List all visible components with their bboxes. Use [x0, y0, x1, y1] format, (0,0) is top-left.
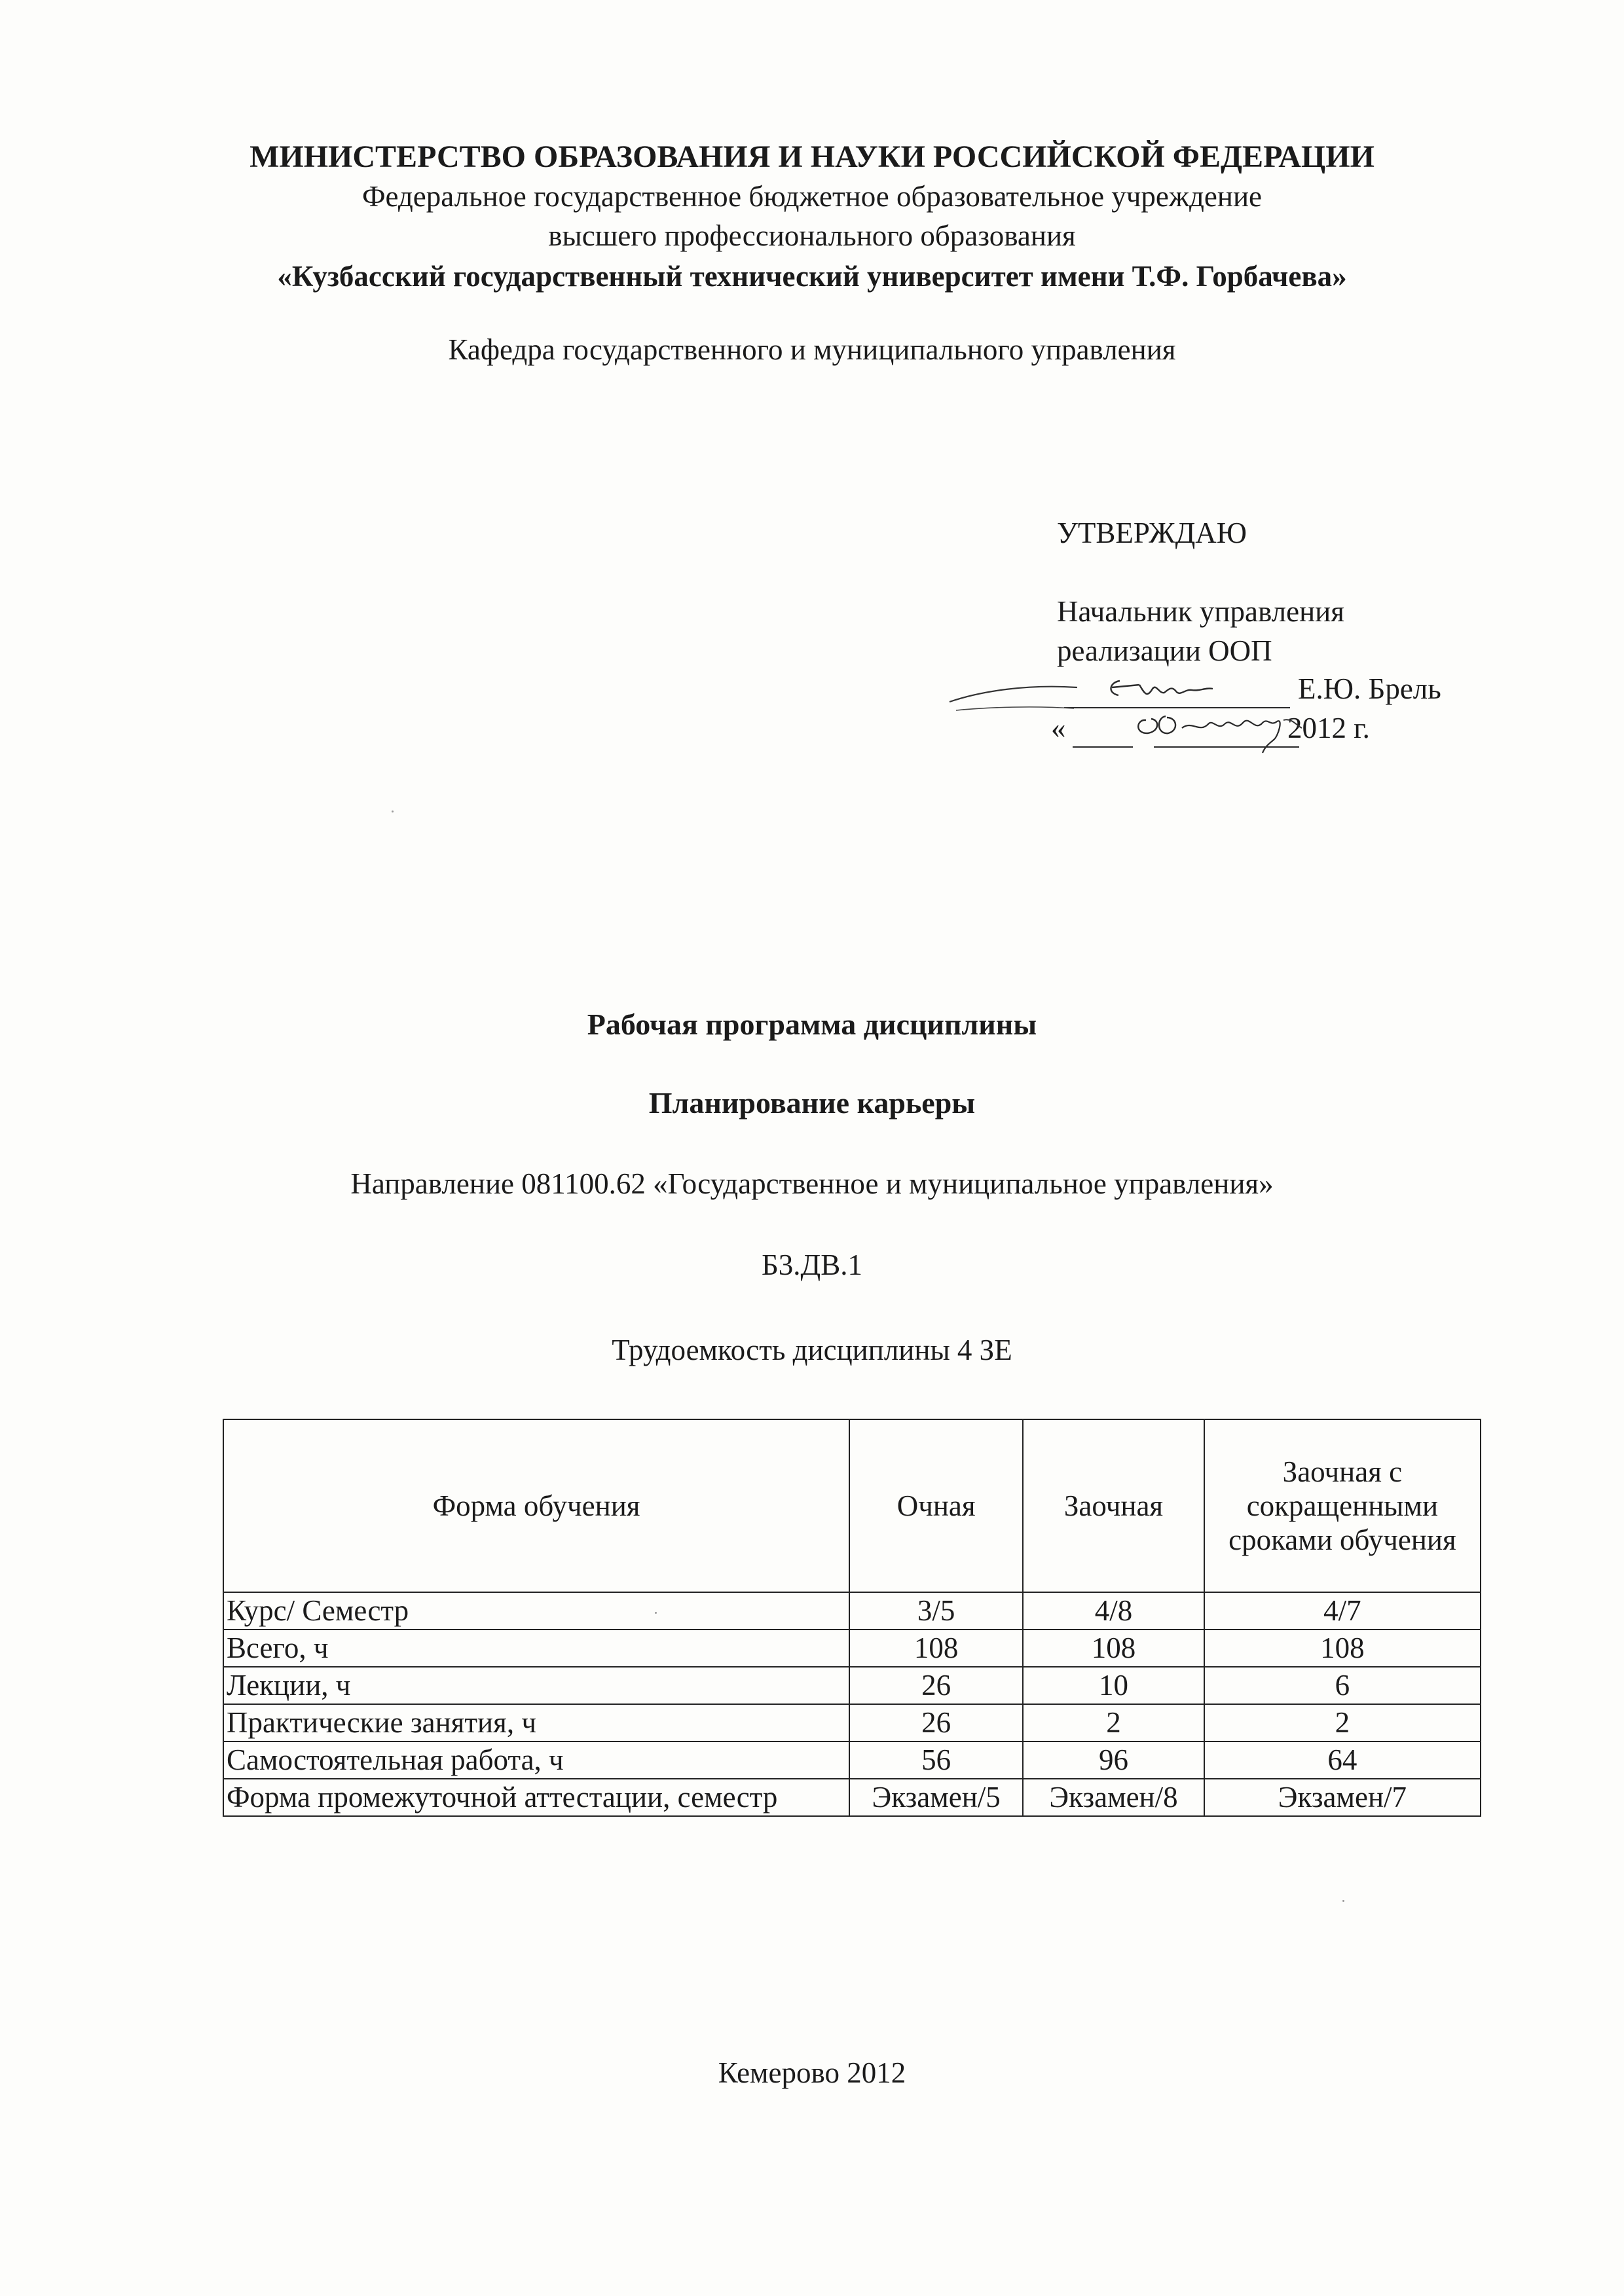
table-cell: 26 [849, 1704, 1023, 1741]
approver-position-line1: Начальник управления [1057, 595, 1344, 628]
table-row [223, 1741, 1481, 1779]
table-cell: 4/7 [1204, 1592, 1481, 1630]
table-row [223, 1667, 1481, 1704]
discipline-code: Б3.ДВ.1 [761, 1248, 863, 1281]
study-direction: Направление 081100.62 «Государственное и муниципальное управления» [350, 1167, 1274, 1200]
table-cell: 96 [1023, 1741, 1204, 1779]
table-row [223, 1592, 1481, 1630]
table-row-label: Курс/ Семестр [223, 1592, 849, 1630]
date-year: 2012 г. [1287, 712, 1370, 744]
table-cell: 108 [1023, 1630, 1204, 1667]
discipline-name: Планирование карьеры [648, 1086, 976, 1120]
ministry-heading: МИНИСТЕРСТВО ОБРАЗОВАНИЯ И НАУКИ РОССИЙСКОЙ ФЕДЕРАЦИИ [249, 139, 1375, 174]
education-level: высшего профессионального образования [548, 219, 1076, 252]
table-row [223, 1704, 1481, 1741]
date-open-quote: « [1051, 712, 1066, 744]
institution-type: Федеральное государственное бюджетное образовательное учреждение [361, 180, 1263, 213]
table-row-label: Самостоятельная работа, ч [223, 1741, 849, 1779]
table-header-row [223, 1419, 1481, 1592]
table-row-label: Практические занятия, ч [223, 1704, 849, 1741]
table-cell: 56 [849, 1741, 1023, 1779]
table-cell: 6 [1204, 1667, 1481, 1704]
table-row [223, 1779, 1481, 1816]
table-row-label: Всего, ч [223, 1630, 849, 1667]
scan-speck [392, 811, 394, 812]
table-header-cell: Очная [849, 1419, 1023, 1592]
table-cell: 3/5 [849, 1592, 1023, 1630]
table-cell: Экзамен/8 [1023, 1779, 1204, 1816]
table-cell: 108 [849, 1630, 1023, 1667]
approver-name: Е.Ю. Брель [1298, 672, 1441, 705]
table-row-label: Форма промежуточной аттестации, семестр [223, 1779, 849, 1816]
study-hours-table [223, 1419, 1481, 1817]
table-cell: 10 [1023, 1667, 1204, 1704]
table-header-cell: Заочная с сокращенными сроками обучения [1204, 1419, 1481, 1592]
program-title: Рабочая программа дисциплины [587, 1008, 1037, 1041]
table-cell: 26 [849, 1667, 1023, 1704]
table-cell: 64 [1204, 1741, 1481, 1779]
table-row [223, 1630, 1481, 1667]
table-cell: 108 [1204, 1630, 1481, 1667]
scan-speck [1342, 1900, 1344, 1902]
labor-intensity: Трудоемкость дисциплины 4 ЗЕ [612, 1334, 1012, 1366]
table-row-label: Лекции, ч [223, 1667, 849, 1704]
university-name: «Кузбасский государственный технический университет имени Т.Ф. Горбачева» [277, 260, 1347, 293]
handwritten-signature [943, 655, 1310, 779]
table-header-cell: Форма обучения [223, 1419, 849, 1592]
approval-title: УТВЕРЖДАЮ [1057, 517, 1247, 549]
table-cell: 4/8 [1023, 1592, 1204, 1630]
table-cell: 2 [1204, 1704, 1481, 1741]
department-name: Кафедра государственного и муниципального управления [448, 333, 1176, 366]
table-cell: Экзамен/7 [1204, 1779, 1481, 1816]
scan-speck [655, 1612, 657, 1614]
table-cell: Экзамен/5 [849, 1779, 1023, 1816]
table-cell: 2 [1023, 1704, 1204, 1741]
approver-position-line2: реализации ООП [1057, 634, 1272, 667]
table-header-cell: Заочная [1023, 1419, 1204, 1592]
city-year: Кемерово 2012 [718, 2056, 906, 2089]
